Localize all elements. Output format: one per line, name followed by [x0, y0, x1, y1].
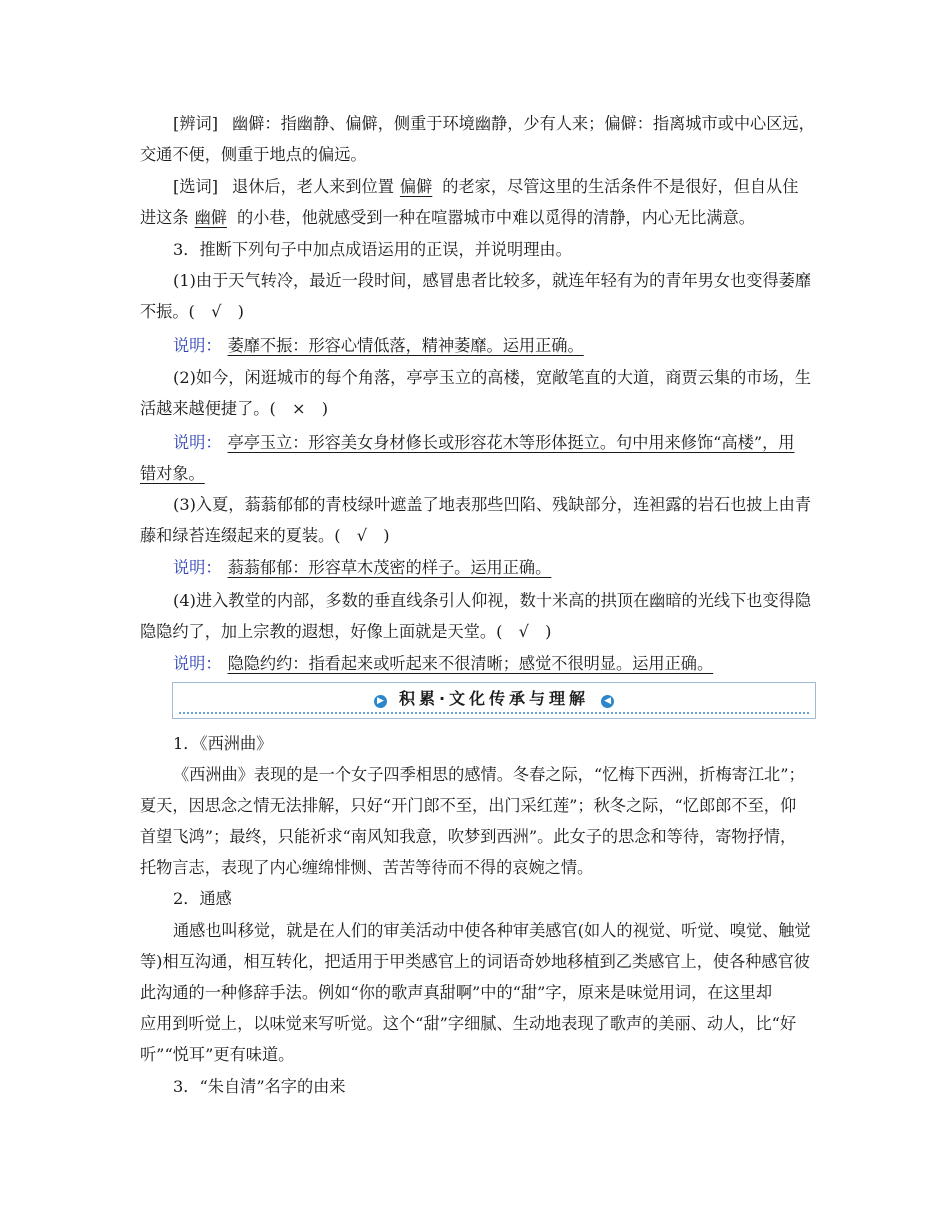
explain-label: 说明： [173, 336, 222, 355]
arrow-left-icon: ◀ [601, 695, 614, 708]
xuanci-line-1: [选词] 退休后，老人来到位置 偏僻 的老家，尽管这里的生活条件不是很好，但自从住 [173, 177, 799, 196]
q3-item-1-line-1: (1)由于天气转冷，最近一段时间，感冒患者比较多，就连年轻有为的青年男女也变得萎靡 [173, 271, 812, 290]
arrow-right-icon: ▶ [374, 695, 387, 708]
q3-item-1-line-2: 不振。( √ ) [140, 302, 244, 321]
section-1-line-3: 首望飞鸿”；最终，只能祈求“南风知我意，吹梦到西洲”。此女子的思念和等待，寄物抒情， [140, 827, 797, 846]
q3-item-4-line-1: (4)进入教堂的内部，多数的垂直线条引人仰视，数十米高的拱顶在幽暗的光线下也变得隐 [173, 591, 812, 610]
explain-label: 说明： [173, 433, 222, 452]
explain-label: 说明： [173, 654, 222, 673]
section-2-line-3: 此沟通的一种修辞手法。例如“你的歌声真甜啊”中的“甜”字，原来是味觉用词，在这里却 [140, 983, 773, 1002]
q3-item-1-explanation [173, 335, 594, 357]
section-2-line-2: 等)相互沟通，相互转化，把适用于甲类感官上的词语奇妙地移植到乙类感官上，使各种感官彼 [140, 952, 810, 971]
q3-item-3-line-2: 藤和绿苔连缀起来的夏装。( √ ) [140, 526, 390, 545]
section-1-line-1: 《西洲曲》表现的是一个女子四季相思的感情。冬春之际，“忆梅下西洲，折梅寄江北”； [173, 765, 805, 784]
section-1-line-2: 夏天，因思念之情无法排解，只好“开门郎不至，出门采红莲”；秋冬之际，“忆郎郎不至，仰 [140, 796, 797, 815]
explain-label: 说明： [173, 558, 222, 577]
section-banner [172, 682, 816, 719]
xuanci-tag: [选词] [173, 177, 219, 196]
xuanci-blank-2: 幽僻 [194, 208, 227, 227]
q3-item-2-line-1: (2)如今，闲逛城市的每个角落，亭亭玉立的高楼，宽敞笔直的大道，商贾云集的市场，生 [173, 368, 812, 387]
section-2-line-1: 通感也叫移觉，就是在人们的审美活动中使各种审美感官(如人的视觉、听觉、嗅觉、触觉 [173, 921, 811, 940]
bianci-line-2: 交通不便，侧重于地点的偏远。 [140, 145, 367, 164]
section-3-heading: 3．“朱自清”名字的由来 [173, 1077, 346, 1096]
q3-title: 3．推断下列句子中加点成语运用的正误，并说明理由。 [173, 240, 572, 259]
explanation-text: 蓊蓊郁郁：形容草木茂密的样子。运用正确。 [227, 558, 552, 577]
bianci-tag: [辨词] [173, 114, 219, 133]
banner-dotted-rule [179, 712, 809, 714]
q3-item-3-line-1: (3)入夏，蓊蓊郁郁的青枝绿叶遮盖了地表那些凹陷、残缺部分，连袒露的岩石也披上由青 [173, 495, 812, 514]
section-1-heading: 1．《西洲曲》 [173, 734, 273, 753]
banner-title: 积累·文化传承与理解 [398, 689, 590, 708]
section-2-heading: 2．通感 [173, 889, 232, 908]
explanation-text: 隐隐约约：指看起来或听起来不很清晰；感觉不很明显。运用正确。 [227, 654, 714, 673]
bianci-line-1 [173, 113, 815, 135]
section-1-line-4: 托物言志，表现了内心缠绵悱恻、苦苦等待而不得的哀婉之情。 [140, 858, 594, 877]
q3-item-3-explanation [173, 557, 561, 579]
bianci-text: 幽僻：指幽静、偏僻，侧重于环境幽静，少有人来；偏僻：指离城市或中心区远， [232, 114, 815, 133]
section-2-line-5: 听”“悦耳”更有味道。 [140, 1045, 295, 1064]
q3-item-2-explanation-cont [140, 463, 215, 485]
q3-item-4-explanation [173, 653, 723, 675]
q3-item-4-line-2: 隐隐约了，加上宗教的遐想，好像上面就是天堂。( √ ) [140, 622, 552, 641]
explanation-text-cont: 错对象。 [140, 464, 205, 483]
q3-item-2-explanation [173, 432, 805, 454]
xuanci-line-2: 进这条 幽僻 的小巷，他就感受到一种在喧嚣城市中难以觅得的清静，内心无比满意。 [140, 208, 755, 227]
section-2-line-4: 应用到听觉上，以味觉来写听觉。这个“甜”字细腻、生动地表现了歌声的美丽、动人，比“好 [140, 1014, 797, 1033]
explanation-text: 亭亭玉立：形容美女身材修长或形容花木等形体挺立。句中用来修饰“高楼”，用 [227, 433, 795, 452]
xuanci-blank-1: 偏僻 [399, 177, 433, 196]
q3-item-2-line-2: 活越来越便捷了。( × ) [140, 399, 329, 418]
explanation-text: 萎靡不振：形容心情低落，精神萎靡。运用正确。 [227, 336, 584, 355]
